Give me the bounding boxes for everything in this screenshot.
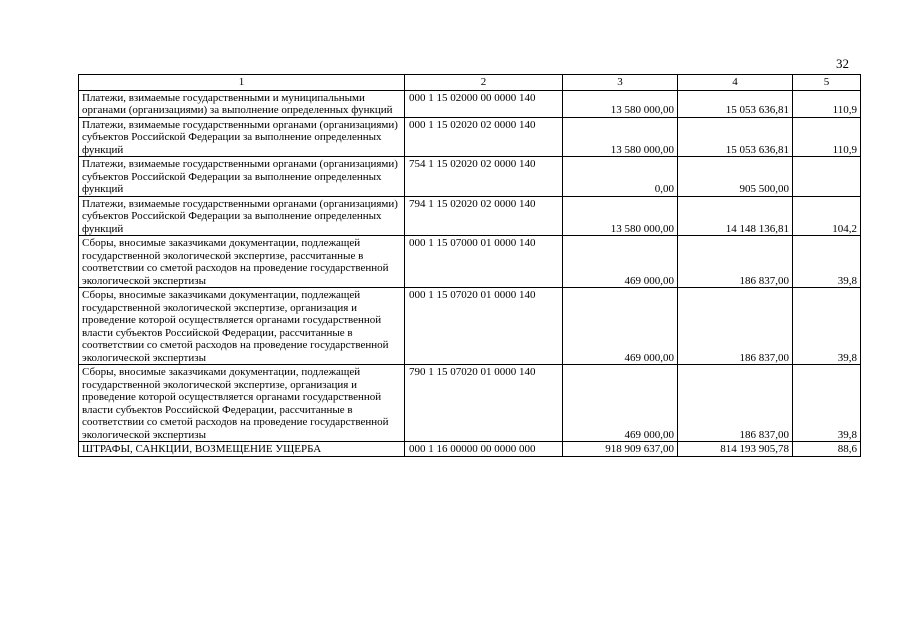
row-value-5 bbox=[793, 157, 861, 197]
row-code: 000 1 15 02020 02 0000 140 bbox=[405, 117, 563, 157]
row-value-3: 918 909 637,00 bbox=[563, 442, 678, 457]
row-code: 000 1 15 07000 01 0000 140 bbox=[405, 236, 563, 288]
column-header: 5 bbox=[793, 75, 861, 91]
row-value-5: 39,8 bbox=[793, 288, 861, 365]
table-row bbox=[79, 365, 861, 442]
row-name: Платежи, взимаемые государственными органами (организациями) субъектов Российской Федерации за выполнение определенных функций bbox=[79, 157, 405, 197]
column-header: 3 bbox=[563, 75, 678, 91]
row-value-4: 15 053 636,81 bbox=[678, 90, 793, 117]
row-code: 790 1 15 07020 01 0000 140 bbox=[405, 365, 563, 442]
row-value-3: 13 580 000,00 bbox=[563, 196, 678, 236]
table-row bbox=[79, 442, 861, 457]
row-name: Платежи, взимаемые государственными органами (организациями) субъектов Российской Федерации за выполнение определенных функций bbox=[79, 117, 405, 157]
table-row bbox=[79, 236, 861, 288]
row-name: Платежи, взимаемые государственными и муниципальными органами (организациями) за выполнение определенных функций bbox=[79, 90, 405, 117]
row-code: 000 1 16 00000 00 0000 000 bbox=[405, 442, 563, 457]
row-value-5: 39,8 bbox=[793, 236, 861, 288]
row-value-4: 186 837,00 bbox=[678, 288, 793, 365]
row-value-3: 469 000,00 bbox=[563, 365, 678, 442]
row-value-5: 110,9 bbox=[793, 90, 861, 117]
table-row bbox=[79, 117, 861, 157]
row-value-3: 13 580 000,00 bbox=[563, 90, 678, 117]
budget-table bbox=[78, 74, 861, 457]
row-value-5: 104,2 bbox=[793, 196, 861, 236]
column-header: 4 bbox=[678, 75, 793, 91]
row-name: ШТРАФЫ, САНКЦИИ, ВОЗМЕЩЕНИЕ УЩЕРБА bbox=[79, 442, 405, 457]
row-value-5: 110,9 bbox=[793, 117, 861, 157]
row-value-4: 186 837,00 bbox=[678, 365, 793, 442]
row-name: Сборы, вносимые заказчиками документации, подлежащей государственной экологической экспертизе, организация и проведение которой осуществляется органами государственной власти субъектов Российской Федерации, рассчитанные в соответствии со сметой расходов на проведение государственной экологической экспертизы bbox=[79, 365, 405, 442]
row-code: 754 1 15 02020 02 0000 140 bbox=[405, 157, 563, 197]
column-header: 2 bbox=[405, 75, 563, 91]
row-name: Сборы, вносимые заказчиками документации, подлежащей государственной экологической экспертизе, рассчитанные в соответствии со сметой расходов на проведение государственной экологической экспертизы bbox=[79, 236, 405, 288]
row-code: 000 1 15 02000 00 0000 140 bbox=[405, 90, 563, 117]
row-name: Сборы, вносимые заказчиками документации, подлежащей государственной экологической экспертизе, организация и проведение которой осуществляется органами государственной власти субъектов Российской Федерации, рассчитанные в соответствии со сметой расходов на проведение государственной экологической экспертизы bbox=[79, 288, 405, 365]
row-name: Платежи, взимаемые государственными органами (организациями) субъектов Российской Федерации за выполнение определенных функций bbox=[79, 196, 405, 236]
row-value-4: 814 193 905,78 bbox=[678, 442, 793, 457]
page-number: 32 bbox=[836, 56, 849, 71]
row-value-3: 469 000,00 bbox=[563, 288, 678, 365]
row-value-5: 39,8 bbox=[793, 365, 861, 442]
row-value-4: 14 148 136,81 bbox=[678, 196, 793, 236]
row-value-4: 15 053 636,81 bbox=[678, 117, 793, 157]
row-code: 794 1 15 02020 02 0000 140 bbox=[405, 196, 563, 236]
row-value-3: 13 580 000,00 bbox=[563, 117, 678, 157]
row-code: 000 1 15 07020 01 0000 140 bbox=[405, 288, 563, 365]
row-value-3: 469 000,00 bbox=[563, 236, 678, 288]
table-row bbox=[79, 90, 861, 117]
table-row bbox=[79, 288, 861, 365]
column-header: 1 bbox=[79, 75, 405, 91]
table-row bbox=[79, 196, 861, 236]
row-value-5: 88,6 bbox=[793, 442, 861, 457]
row-value-3: 0,00 bbox=[563, 157, 678, 197]
table-row bbox=[79, 157, 861, 197]
table-header-row bbox=[79, 75, 861, 91]
row-value-4: 905 500,00 bbox=[678, 157, 793, 197]
row-value-4: 186 837,00 bbox=[678, 236, 793, 288]
